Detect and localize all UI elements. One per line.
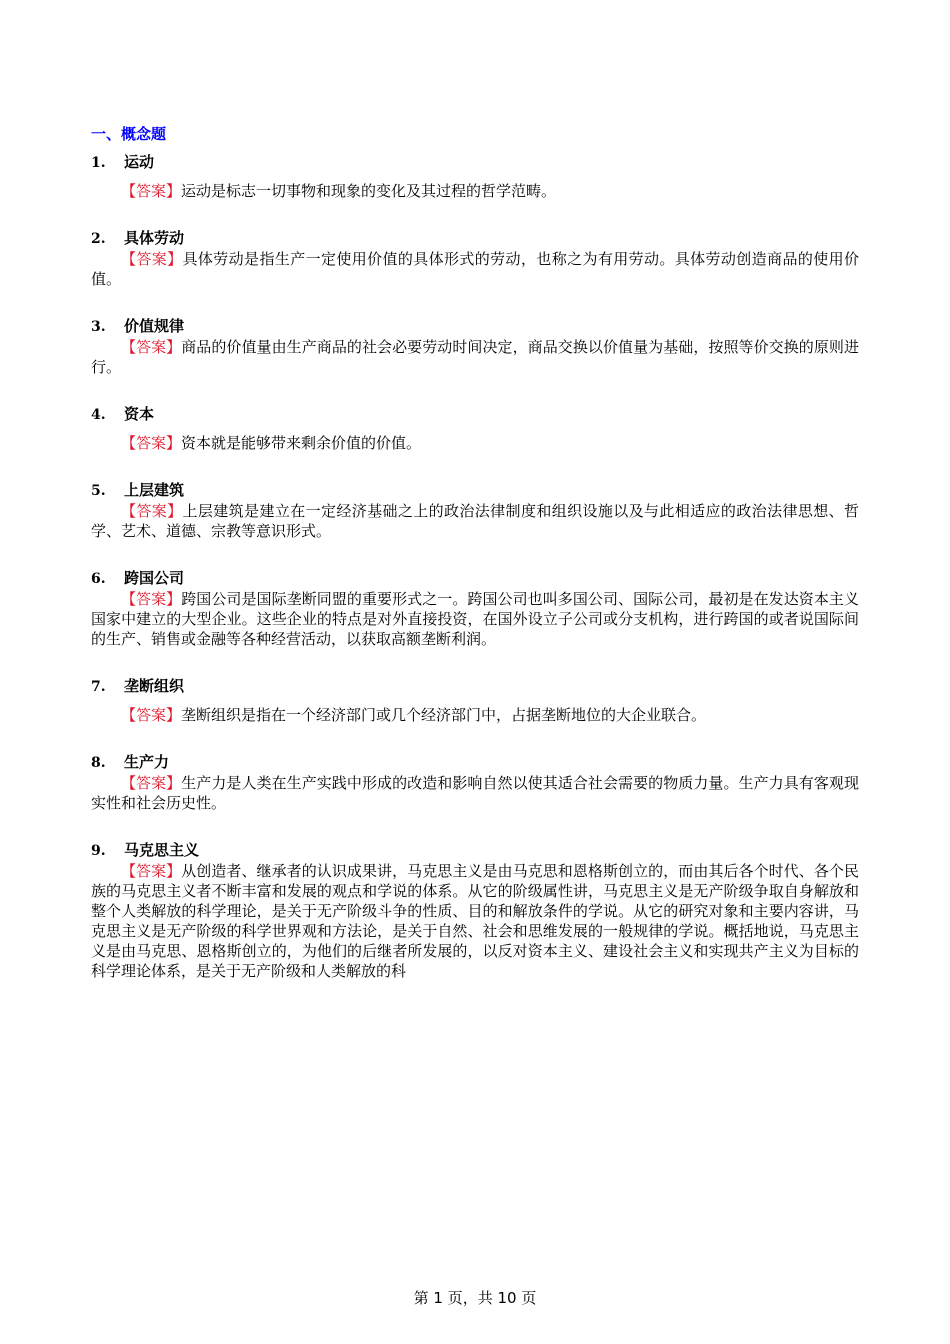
answer-paragraph: [91, 705, 859, 725]
question-item-1: [91, 151, 859, 201]
item-spacer: [91, 649, 859, 675]
answer-text: 从创造者、继承者的认识成果讲，马克思主义是由马克思和恩格斯创立的，而由其后各个时代、各个民族的马克思主义者不断丰富和发展的观点和学说的体系。从它的阶级属性讲，马克思主义是无产阶级争取自身解放和整个人类解放的科学理论，是关于无产阶级斗争的性质、目的和解放条件的学说。从它的研究对象和主要内容讲，马克思主义是无产阶级的科学世界观和方法论，是关于自然、社会和思维发展的一般规律的学说。概括地说，马克思主义是由马克思、恩格斯创立的，为他们的后继者所发展的，以反对资本主义、建设社会主义和实现共产主义为目标的科学理论体系，是关于无产阶级和人类解放的科: [91, 862, 859, 980]
item-spacer: [91, 289, 859, 315]
answer-text: 具体劳动是指生产一定使用价值的具体形式的劳动，也称之为有用劳动。具体劳动创造商品的使用价值。: [91, 250, 859, 288]
question-number: 4.: [91, 407, 106, 423]
answer-paragraph: [91, 181, 859, 201]
answer-text: 运动是标志一切事物和现象的变化及其过程的哲学范畴。: [181, 182, 557, 200]
section-heading: 一、概念题: [91, 125, 167, 143]
question-title: 垄断组织: [124, 677, 185, 695]
answer-paragraph: [91, 249, 859, 289]
question-title: 上层建筑: [124, 481, 185, 499]
question-item-2: [91, 227, 859, 289]
question-item-3: [91, 315, 859, 377]
answer-tag: 【答案】: [121, 338, 182, 356]
question-title: 价值规律: [124, 317, 185, 335]
question-number: 8.: [91, 755, 106, 771]
item-spacer: [91, 541, 859, 567]
question-title: 马克思主义: [124, 841, 200, 859]
answer-tag: 【答案】: [121, 862, 182, 880]
question-title: 生产力: [124, 753, 170, 771]
question-list: [91, 151, 859, 981]
answer-paragraph: [91, 773, 859, 813]
question-number: 2.: [91, 231, 106, 247]
answer-text: 商品的价值量由生产商品的社会必要劳动时间决定，商品交换以价值量为基础，按照等价交换的原则进行。: [91, 338, 859, 376]
question-number: 9.: [91, 843, 106, 859]
answer-text: 上层建筑是建立在一定经济基础之上的政治法律制度和组织设施以及与此相适应的政治法律思想、哲学、艺术、道德、宗教等意识形式。: [91, 502, 859, 540]
answer-tag: 【答案】: [121, 502, 183, 520]
question-item-6: [91, 567, 859, 649]
answer-tag: 【答案】: [121, 590, 182, 608]
answer-paragraph: [91, 589, 859, 649]
item-spacer: [91, 377, 859, 403]
answer-tag: 【答案】: [121, 182, 182, 200]
question-number: 7.: [91, 679, 106, 695]
item-spacer: [91, 201, 859, 227]
answer-text: 生产力是人类在生产实践中形成的改造和影响自然以使其适合社会需要的物质力量。生产力具有客观现实性和社会历史性。: [91, 774, 859, 812]
answer-paragraph: [91, 861, 859, 981]
question-number: 1.: [91, 155, 106, 171]
item-spacer: [91, 453, 859, 479]
answer-paragraph: [91, 501, 859, 541]
question-header: [91, 567, 859, 589]
question-header: [91, 675, 859, 697]
answer-tag: 【答案】: [121, 706, 182, 724]
answer-text: 资本就是能够带来剩余价值的价值。: [181, 434, 422, 452]
question-title: 跨国公司: [124, 569, 185, 587]
question-number: 6.: [91, 571, 106, 587]
question-header: [91, 151, 859, 173]
question-title: 具体劳动: [124, 229, 185, 247]
answer-tag: 【答案】: [121, 774, 182, 792]
question-item-4: [91, 403, 859, 453]
question-header: [91, 227, 859, 249]
answer-text: 跨国公司是国际垄断同盟的重要形式之一。跨国公司也叫多国公司、国际公司，最初是在发达资本主义国家中建立的大型企业。这些企业的特点是对外直接投资，在国外设立子公司或分支机构，进行跨国的或者说国际间的生产、销售或金融等各种经营活动，以获取高额垄断利润。: [91, 590, 859, 648]
answer-tag: 【答案】: [121, 250, 183, 268]
question-title: 资本: [124, 405, 155, 423]
question-item-8: [91, 751, 859, 813]
answer-paragraph: [91, 337, 859, 377]
answer-paragraph: [91, 433, 859, 453]
question-header: [91, 315, 859, 337]
question-item-7: [91, 675, 859, 725]
question-number: 3.: [91, 319, 106, 335]
question-title: 运动: [124, 153, 155, 171]
answer-text: 垄断组织是指在一个经济部门或几个经济部门中，占据垄断地位的大企业联合。: [181, 706, 707, 724]
item-spacer: [91, 813, 859, 839]
question-header: [91, 479, 859, 501]
item-spacer: [91, 725, 859, 751]
question-header: [91, 403, 859, 425]
question-header: [91, 839, 859, 861]
answer-tag: 【答案】: [121, 434, 182, 452]
question-item-9: [91, 839, 859, 981]
question-header: [91, 751, 859, 773]
page-footer: 第 1 页，共 10 页: [413, 1289, 537, 1307]
question-item-5: [91, 479, 859, 541]
question-number: 5.: [91, 483, 106, 499]
